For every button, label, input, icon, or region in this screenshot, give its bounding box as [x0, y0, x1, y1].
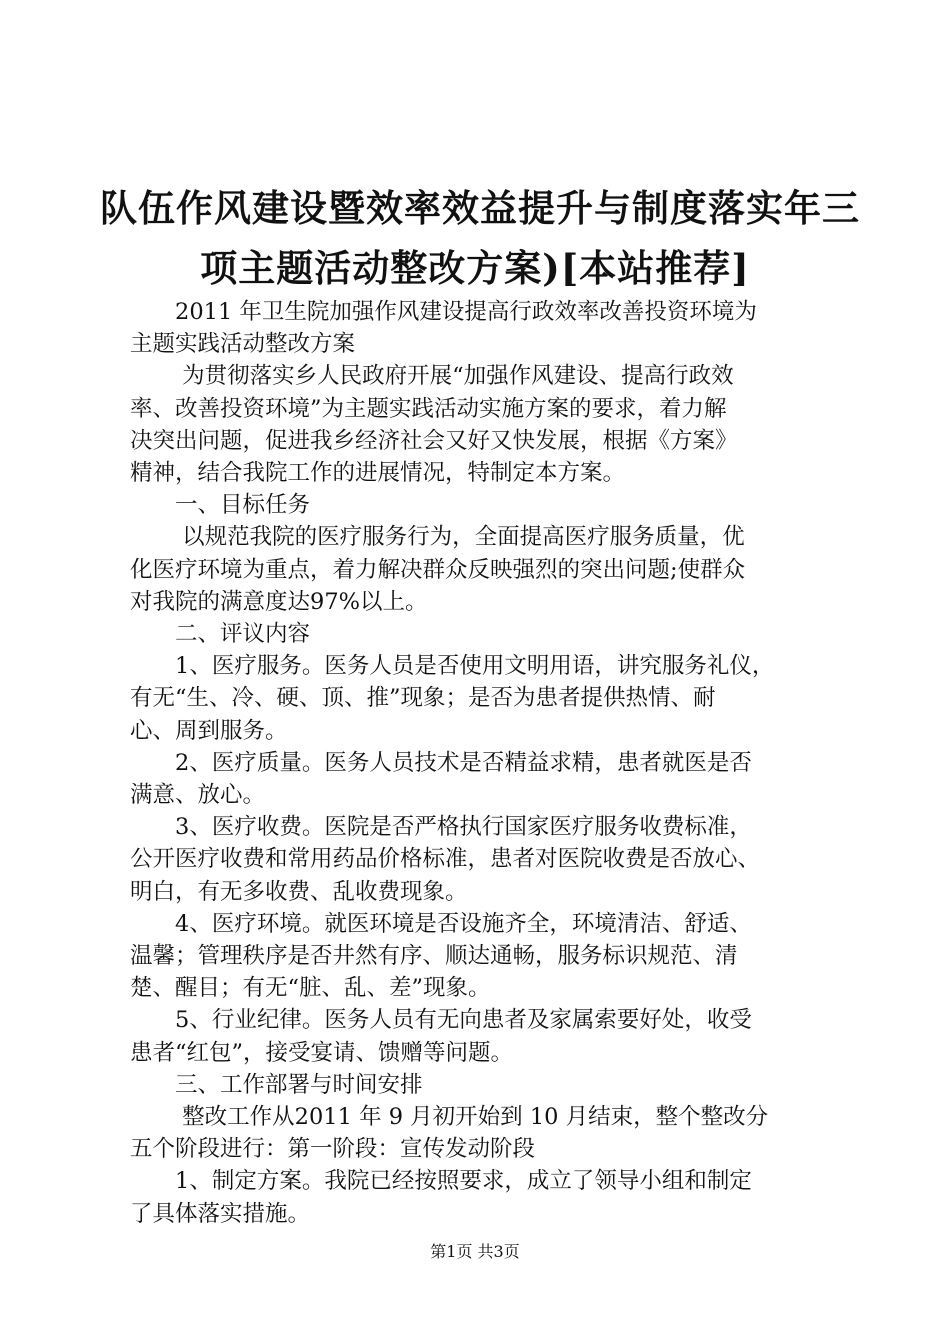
text-line: 三、工作部署与时间安排 — [130, 1071, 423, 1098]
title-line: 项主题活动整改方案)[本站推荐] — [200, 246, 750, 290]
paragraph — [130, 1004, 830, 1068]
section-heading — [130, 618, 830, 650]
text-line: 以规范我院的医疗服务行为，全面提高医疗服务质量，优 — [130, 524, 745, 551]
section-heading — [130, 1069, 830, 1101]
paragraph — [130, 360, 830, 489]
text-line: 二、评议内容 — [130, 621, 311, 648]
text-line: 5、行业纪律。医务人员有无向患者及家属索要好处，收受 — [130, 1007, 752, 1034]
paragraph — [130, 296, 830, 360]
text-line: 温馨；管理秩序是否井然有序、顺达通畅，服务标识规范、清 — [130, 943, 738, 970]
text-line: 主题实践活动整改方案 — [130, 331, 356, 358]
text-line: 率、改善投资环境”为主题实践活动实施方案的要求，着力解 — [130, 395, 727, 422]
text-line: 化医疗环境为重点，着力解决群众反映强烈的突出问题;使群众 — [130, 556, 746, 583]
section-heading — [130, 489, 830, 521]
text-line: 一、目标任务 — [130, 492, 311, 519]
text-line: 楚、醒目；有无“脏、乱、差”现象。 — [130, 975, 491, 1002]
text-line: 了具体落实措施。 — [130, 1200, 311, 1227]
text-line: 2011 年卫生院加强作风建设提高行政效率改善投资环境为 — [130, 299, 757, 325]
text-line: 决突出问题，促进我乡经济社会又好又快发展，根据《方案》 — [130, 427, 738, 454]
document-body — [130, 296, 830, 1230]
paragraph — [130, 1101, 830, 1165]
text-line: 满意、放心。 — [130, 782, 266, 809]
text-line: 为贯彻落实乡人民政府开展“加强作风建设、提高行政效 — [130, 363, 734, 390]
text-line: 对我院的满意度达97%以上。 — [130, 588, 428, 615]
paragraph — [130, 908, 830, 1005]
paragraph — [130, 521, 830, 618]
text-line: 精神，结合我院工作的进展情况，特制定本方案。 — [130, 460, 626, 487]
paragraph — [130, 650, 830, 747]
text-line: 2、医疗质量。医务人员技术是否精益求精，患者就医是否 — [130, 749, 752, 776]
paragraph — [130, 1165, 830, 1229]
text-line: 1、医疗服务。医务人员是否使用文明用语，讲究服务礼仪， — [130, 653, 775, 680]
paragraph — [130, 747, 830, 811]
text-line: 公开医疗收费和常用药品价格标准，患者对医院收费是否放心、 — [130, 846, 761, 873]
text-line: 1、制定方案。我院已经按照要求，成立了领导小组和制定 — [130, 1168, 752, 1195]
text-line: 明白，有无多收费、乱收费现象。 — [130, 878, 468, 905]
title-line: 队伍作风建设暨效率效益提升与制度落实年三 — [100, 186, 860, 230]
text-line: 4、医疗环境。就医环境是否设施齐全，环境清洁、舒适、 — [130, 910, 752, 937]
text-line: 3、医疗收费。医院是否严格执行国家医疗服务收费标准， — [130, 814, 752, 841]
paragraph — [130, 811, 830, 908]
text-line: 整改工作从2011 年 9 月初开始到 10 月结束，整个整改分 — [130, 1104, 769, 1131]
document-title — [100, 178, 860, 298]
text-line: 五个阶段进行：第一阶段：宣传发动阶段 — [130, 1136, 536, 1163]
page-number-footer: 第1页 共3页 — [430, 1242, 520, 1261]
text-line: 有无“生、冷、硬、顶、推”现象；是否为患者提供热情、耐 — [130, 685, 716, 712]
text-line: 心、周到服务。 — [130, 717, 288, 744]
text-line: 患者“红包”，接受宴请、馈赠等问题。 — [130, 1039, 514, 1066]
